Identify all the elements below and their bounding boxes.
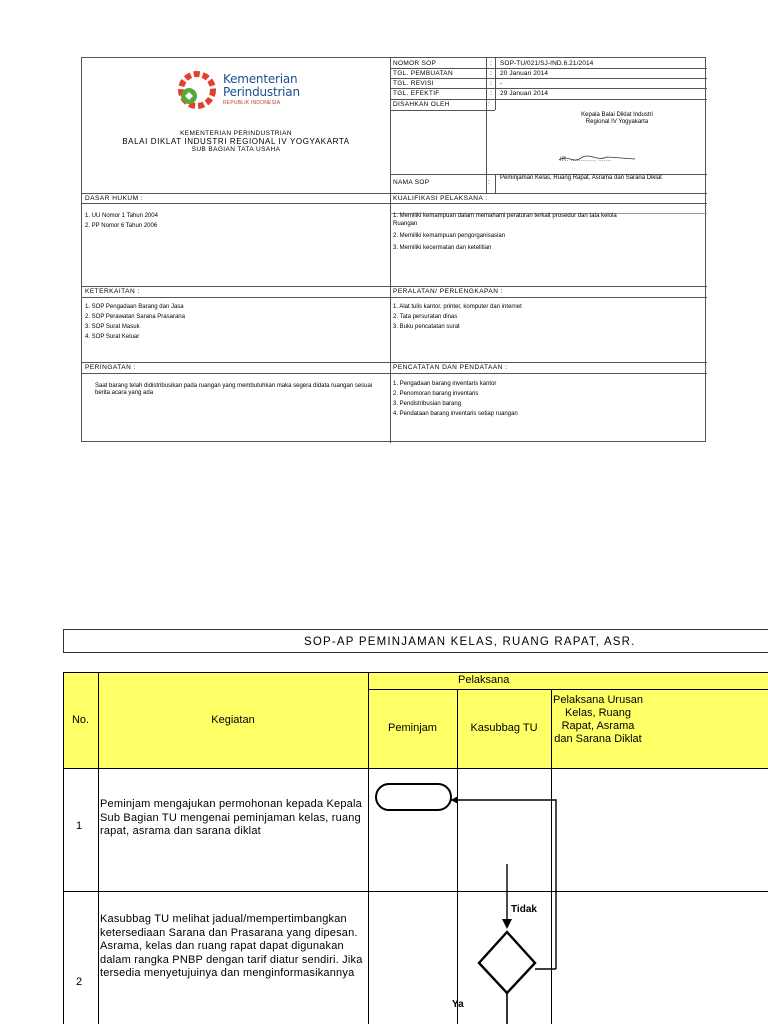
divider [82, 362, 707, 363]
logo-text-perindustrian: Perindustrian [223, 85, 300, 99]
list-item: 2. SOP Perawatan Sarana Prasarana [85, 314, 185, 320]
nama-sop-value: Peminjaman Kelas, Ruang Rapat, Asrama dan Sarana Diklat [500, 175, 662, 181]
grid-line [368, 689, 768, 690]
meta-label: NOMOR SOP [393, 60, 437, 67]
meta-value: - [500, 80, 503, 87]
header-peminjam-label: Peminjam [388, 722, 437, 734]
meta-colon: : [488, 179, 490, 186]
meta-label: TGL. REVISI [393, 80, 434, 87]
kemenperin-logo-icon [172, 66, 222, 112]
list-item: 2. Penomoran barang inventaris [393, 391, 479, 397]
header-no-label: No. [71, 714, 90, 726]
divider [495, 58, 496, 110]
logo-area [82, 58, 390, 193]
meta-value: 20 Januari 2014 [500, 70, 549, 77]
row-2-description: Kasubbag TU melihat jadual/mempertimbangkan ketersediaan Sarana dan Prasarana yang dipesan. Asrama, kelas dan ruang rapat dapat digunakan dalam rangka PNBP dengan tarif diatur sendiri. Jika tersedia menyetujuinya dan menginformasikannya [100, 913, 363, 979]
list-item: 3. Buku pencatatan surat [393, 324, 460, 330]
list-item: 2. Memiliki kemampuan pengorganisasian [393, 233, 506, 239]
row-1-number: 1 [76, 820, 83, 832]
list-item: 2. PP Nomor 6 Tahun 2006 [85, 223, 158, 229]
list-item: 3. SOP Surat Masuk [85, 324, 140, 330]
list-item: 1. SOP Pengadaan Barang dan Jasa [85, 304, 184, 310]
meta-colon: : [490, 60, 492, 67]
arrow-head-icon [451, 796, 458, 804]
meta-colon: : [488, 101, 490, 108]
flowchart-title-box [63, 629, 768, 653]
approver-name: IR. ............, ....... [560, 157, 612, 163]
meta-colon: : [490, 80, 492, 87]
header-kasubbag-label: Kasubbag TU [470, 722, 538, 734]
divider [82, 373, 707, 374]
divider [495, 174, 496, 193]
meta-value: 29 Januari 2014 [500, 90, 549, 97]
grid-line [63, 672, 768, 673]
peralatan-title: PERALATAN/ PERLENGKAPAN : [393, 288, 504, 295]
meta-label: DISAHKAN OLEH [393, 101, 450, 108]
flowchart-title: SOP-AP PEMINJAMAN KELAS, RUANG RAPAT, ASR. [304, 636, 636, 648]
org-ministry: KEMENTERIAN PERINDUSTRIAN [180, 130, 292, 137]
list-item: 1. UU Nomor 1 Tahun 2004 [85, 213, 158, 219]
header-pelaksana-urusan-label: Pelaksana Urusan Kelas, Ruang Rapat, Asrama dan Sarana Diklat [553, 694, 643, 745]
divider [82, 286, 707, 287]
approver-region: Regional IV Yogyakarta [585, 119, 649, 125]
peringatan-text: Saat barang telah didistribusikan pada ruangan yang membutuhkan maka segera didata ruangan sesuai berita acara yang ada [95, 383, 373, 396]
org-subbagian: SUB BAGIAN TATA USAHA [191, 146, 281, 153]
list-item: 2. Tata persuratan dinas [393, 314, 458, 320]
list-item: 1. Alat tulis kantor, printer, komputer dan internet [393, 304, 522, 310]
divider [390, 58, 391, 443]
row-2-number: 2 [76, 976, 83, 988]
row-1-description: Peminjam mengajukan permohonan kepada Kepala Sub Bagian TU mengenai peminjaman kelas, ruang rapat, asrama dan sarana diklat [100, 798, 362, 837]
list-item: Ruangan [393, 221, 418, 227]
divider [82, 297, 707, 298]
keterkaitan-title: KETERKAITAN : [85, 288, 140, 295]
meta-label: TGL. PEMBUATAN [393, 70, 453, 77]
meta-value: SOP-TU/021/SJ-IND.6.21/2014 [500, 60, 594, 67]
approver-block [512, 112, 722, 126]
peringatan-title: PERINGATAN : [85, 364, 136, 371]
approver-title: Kepala Balai Diklat Industri [581, 112, 653, 118]
list-item: 3. Pendistribusian barang [393, 401, 462, 407]
header-kegiatan-label: Kegiatan [211, 714, 255, 726]
meta-label: NAMA SOP [393, 179, 430, 186]
label-ya: Ya [452, 999, 464, 1010]
list-item: 4. SOP Surat Keluar [85, 334, 140, 340]
decision-diamond-shape [479, 932, 535, 993]
divider [390, 110, 495, 111]
org-balai: BALAI DIKLAT INDUSTRI REGIONAL IV YOGYAKARTA [122, 137, 350, 146]
flowchart-shapes [368, 769, 768, 1024]
list-item: 4. Pendataan barang inventaris setiap ruangan [393, 411, 518, 417]
meta-colon: : [490, 90, 492, 97]
logo-text-republik: REPUBLIK INDONESIA [223, 100, 281, 106]
pencatatan-title: PENCATATAN DAN PENDATAAN : [393, 364, 508, 371]
kualifikasi-list [393, 212, 617, 256]
peralatan-list [393, 303, 522, 333]
meta-label: TGL. EFEKTIF [393, 90, 440, 97]
list-item: 3. Memiliki kecermatan dan ketelitian [393, 245, 492, 251]
dasar-hukum-title: DASAR HUKUM : [85, 195, 144, 202]
keterkaitan-list [85, 303, 185, 343]
divider [82, 203, 707, 204]
dasar-hukum-list [85, 212, 158, 232]
pencatatan-list [393, 380, 518, 420]
logo-text-kementerian: Kementerian [223, 72, 298, 86]
label-tidak: Tidak [511, 904, 537, 915]
kualifikasi-title: KUALIFIKASI PELAKSANA : [393, 195, 488, 202]
header-pelaksana-label: Pelaksana [458, 674, 510, 686]
sop-header-table [81, 57, 706, 442]
divider [82, 193, 707, 194]
meta-colon: : [490, 70, 492, 77]
org-name-block [82, 130, 390, 154]
list-item: 1. Pengadaan barang inventaris kantor [393, 381, 497, 387]
start-terminator-shape [376, 784, 451, 810]
list-item: 1. Memiliki kemampuan dalam memahami peraturan terkait prosedur dan tata kelola [393, 213, 617, 219]
flowchart-table [63, 672, 768, 1024]
